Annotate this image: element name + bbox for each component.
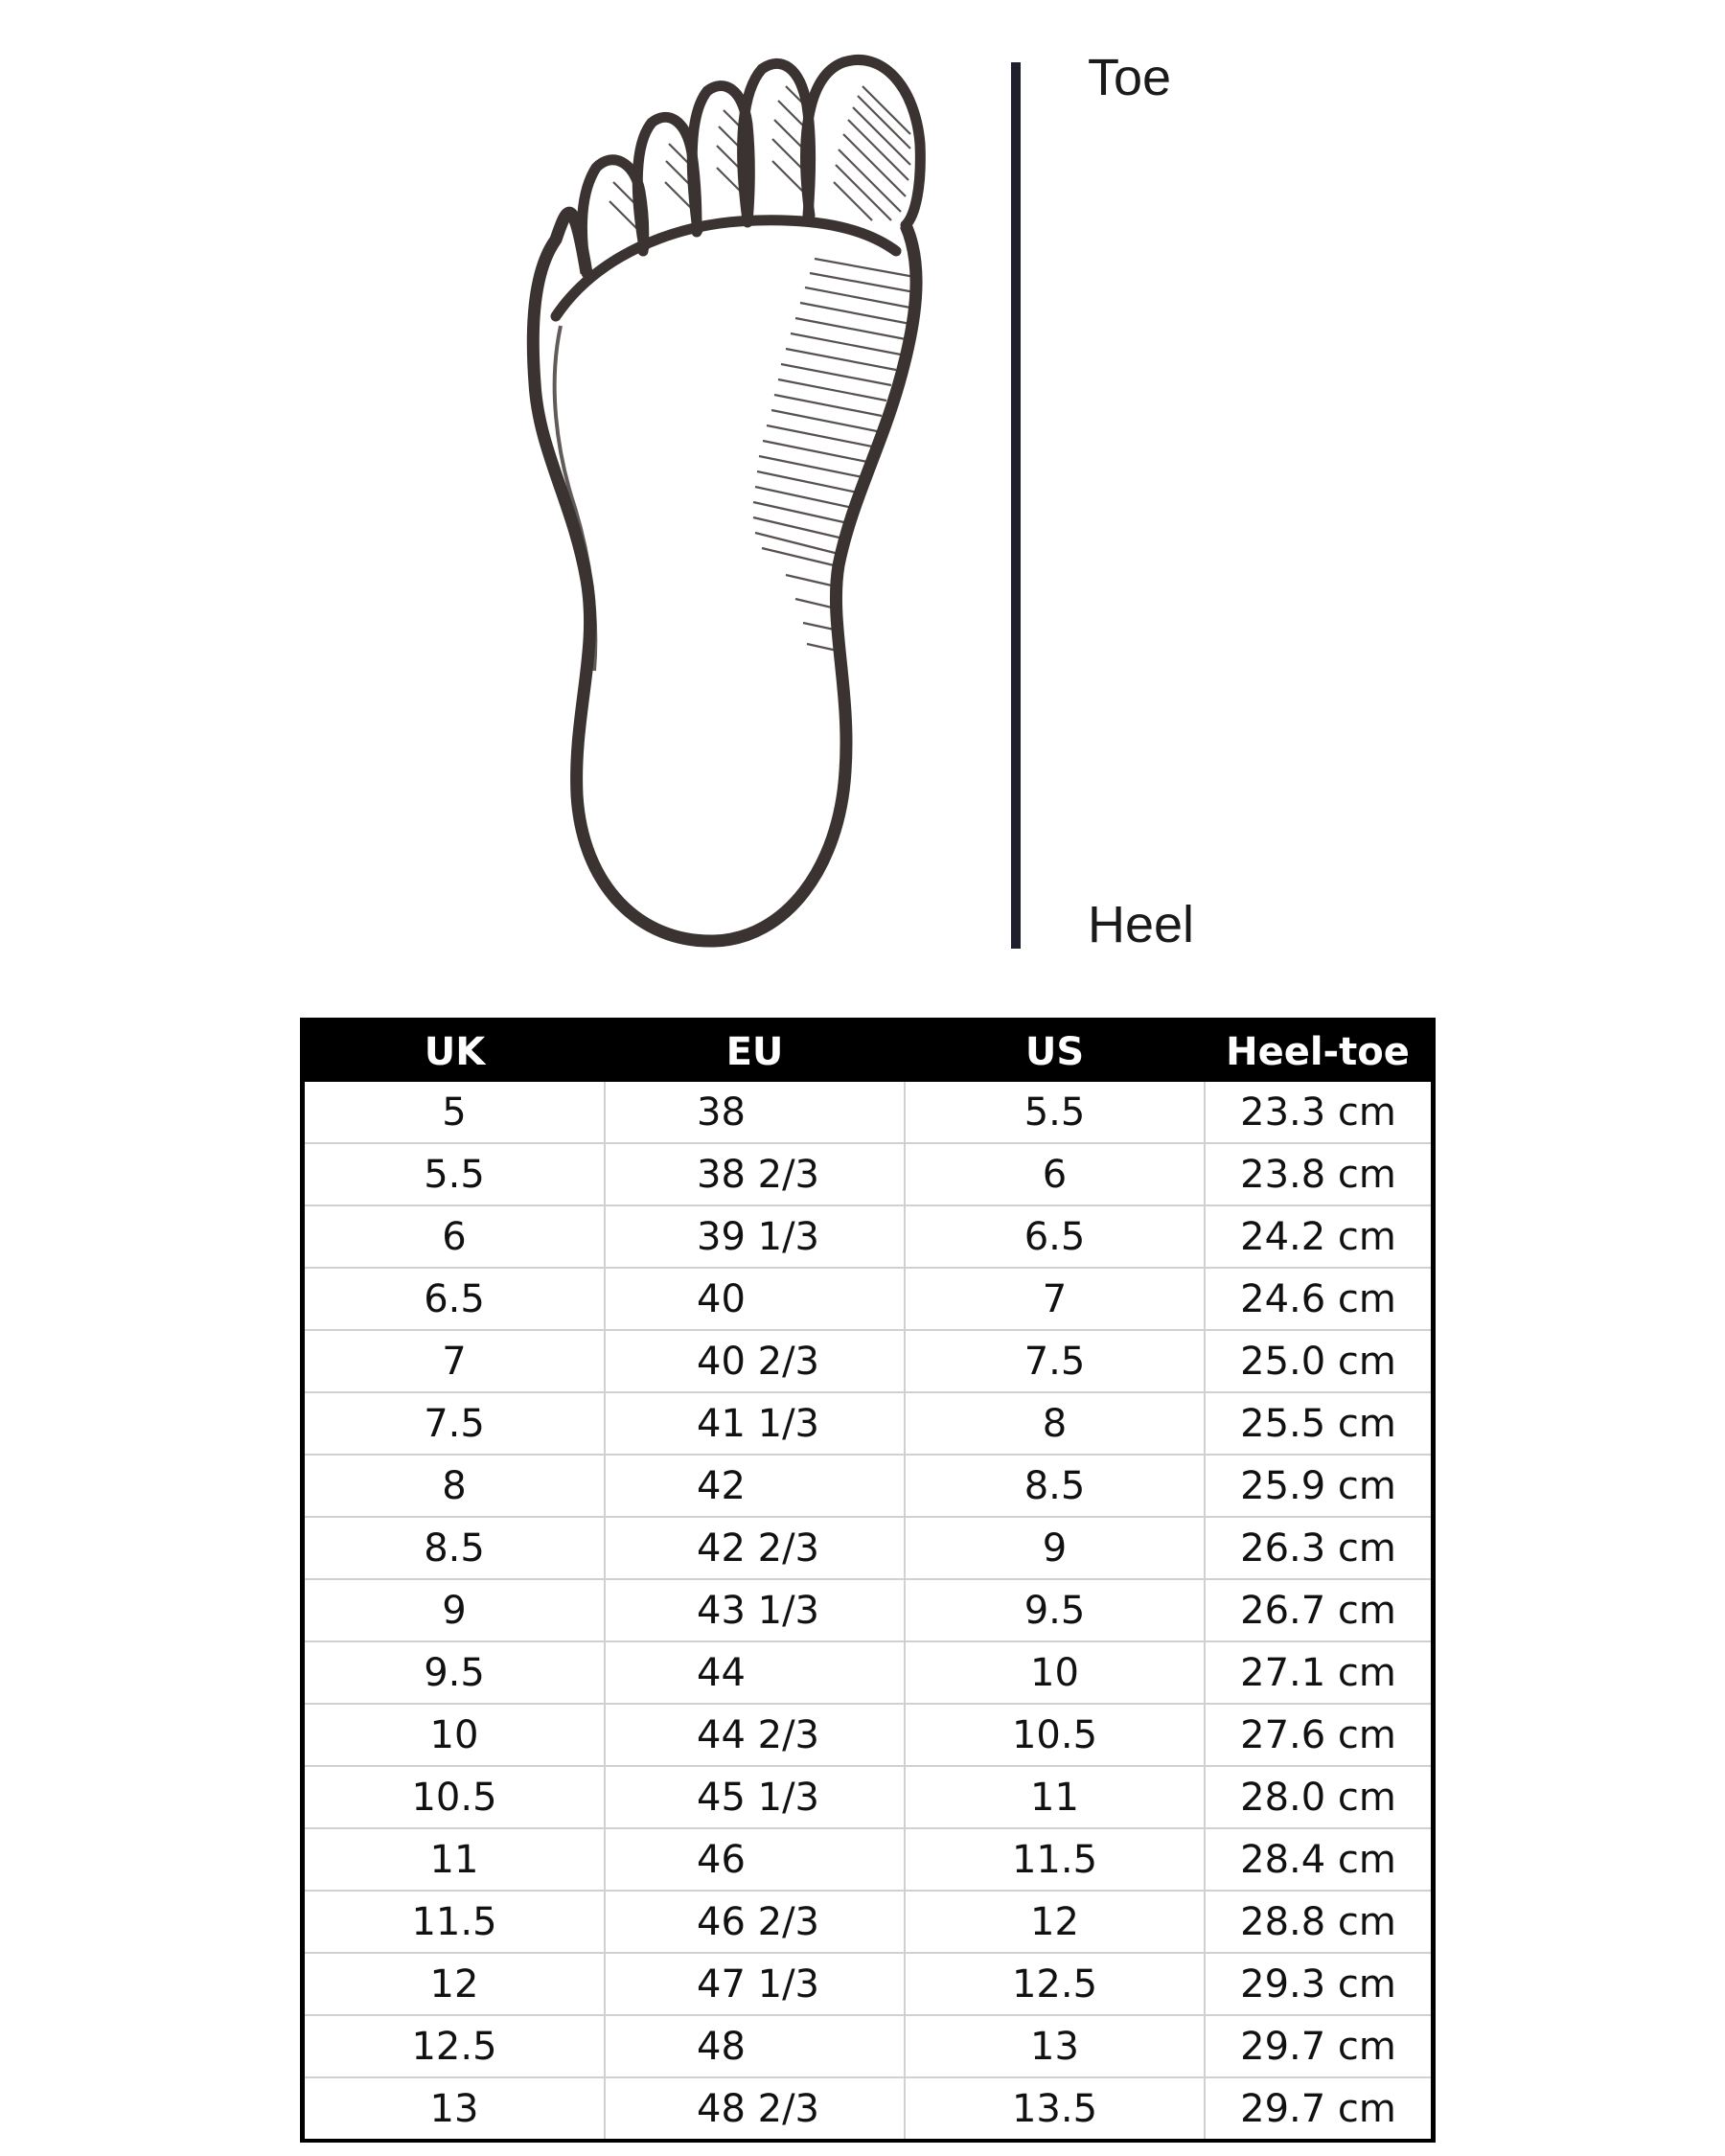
cell-us: 7 [905, 1268, 1205, 1330]
table-row [305, 1143, 1431, 1205]
cell-eu: 41 1/3 [605, 1392, 905, 1455]
cell-eu: 40 2/3 [605, 1330, 905, 1392]
cell-uk: 8 [305, 1455, 605, 1517]
cell-heel-toe: 25.9 cm [1205, 1455, 1431, 1517]
cell-uk: 8.5 [305, 1517, 605, 1579]
cell-heel-toe: 29.7 cm [1205, 2015, 1431, 2077]
cell-heel-toe: 23.8 cm [1205, 1143, 1431, 1205]
table-row [305, 1392, 1431, 1455]
table-row [305, 1704, 1431, 1766]
cell-heel-toe: 25.5 cm [1205, 1392, 1431, 1455]
cell-us: 9 [905, 1517, 1205, 1579]
cell-heel-toe: 26.7 cm [1205, 1579, 1431, 1641]
table-row [305, 1268, 1431, 1330]
cell-uk: 9.5 [305, 1641, 605, 1704]
cell-eu: 43 1/3 [605, 1579, 905, 1641]
cell-heel-toe: 27.6 cm [1205, 1704, 1431, 1766]
cell-eu: 44 2/3 [605, 1704, 905, 1766]
cell-heel-toe: 27.1 cm [1205, 1641, 1431, 1704]
size-chart [300, 1018, 1436, 2143]
cell-us: 6 [905, 1143, 1205, 1205]
table-body [305, 1082, 1431, 2139]
toe-label: Toe [1088, 49, 1172, 106]
table-row [305, 1517, 1431, 1579]
cell-eu: 42 [605, 1455, 905, 1517]
table-row [305, 2015, 1431, 2077]
table-row [305, 1330, 1431, 1392]
cell-uk: 10.5 [305, 1766, 605, 1828]
cell-uk: 5 [305, 1082, 605, 1143]
cell-us: 11 [905, 1766, 1205, 1828]
cell-us: 12.5 [905, 1953, 1205, 2015]
ball-line [556, 220, 896, 316]
cell-uk: 6 [305, 1205, 605, 1268]
cell-eu: 46 2/3 [605, 1891, 905, 1953]
cell-eu: 39 1/3 [605, 1205, 905, 1268]
header-us: US [905, 1022, 1205, 1082]
cell-uk: 10 [305, 1704, 605, 1766]
cell-uk: 5.5 [305, 1143, 605, 1205]
table-header-row [305, 1022, 1431, 1082]
header-uk: UK [305, 1022, 605, 1082]
cell-us: 8.5 [905, 1455, 1205, 1517]
cell-eu: 44 [605, 1641, 905, 1704]
cell-uk: 7.5 [305, 1392, 605, 1455]
cell-us: 7.5 [905, 1330, 1205, 1392]
foot-illustration [0, 0, 1725, 958]
size-table [305, 1022, 1431, 2139]
cell-eu: 46 [605, 1828, 905, 1891]
table-row [305, 1891, 1431, 1953]
foot-shading [610, 86, 910, 232]
cell-heel-toe: 23.3 cm [1240, 1089, 1396, 1135]
cell-heel-toe: 29.3 cm [1205, 1953, 1431, 2015]
cell-eu: 42 2/3 [605, 1517, 905, 1579]
table-row [305, 1205, 1431, 1268]
cell-uk: 7 [305, 1330, 605, 1392]
cell-us: 13 [905, 2015, 1205, 2077]
table-row [305, 1828, 1431, 1891]
header-heel-toe: Heel-toe [1205, 1022, 1431, 1082]
cell-uk: 9 [305, 1579, 605, 1641]
cell-uk: 12.5 [305, 2015, 605, 2077]
cell-eu: 48 2/3 [605, 2077, 905, 2139]
cell-heel-toe: 29.7 cm [1205, 2077, 1431, 2139]
cell-us: 10.5 [905, 1704, 1205, 1766]
cell-us: 8 [905, 1392, 1205, 1455]
heel-label: Heel [1088, 896, 1195, 953]
table-row [305, 1953, 1431, 2015]
cell-eu: 38 [605, 1082, 905, 1143]
cell-uk: 11.5 [305, 1891, 605, 1953]
cell-us: 10 [905, 1641, 1205, 1704]
cell-uk: 13 [305, 2077, 605, 2139]
cell-us: 6.5 [905, 1205, 1205, 1268]
table-row [305, 1641, 1431, 1704]
cell-us: 11.5 [905, 1828, 1205, 1891]
table-row [305, 1766, 1431, 1828]
cell-heel-toe: 28.4 cm [1205, 1828, 1431, 1891]
cell-eu: 40 [605, 1268, 905, 1330]
cell-uk: 12 [305, 1953, 605, 2015]
table-row [305, 1082, 1431, 1143]
cell-us: 13.5 [905, 2077, 1205, 2139]
cell-eu: 38 2/3 [605, 1143, 905, 1205]
table-row [305, 2077, 1431, 2139]
cell-us: 5.5 [905, 1082, 1205, 1143]
cell-heel-toe: 24.6 cm [1205, 1268, 1431, 1330]
cell-uk: 6.5 [305, 1268, 605, 1330]
cell-heel-toe: 25.0 cm [1205, 1330, 1431, 1392]
cell-eu: 47 1/3 [605, 1953, 905, 2015]
cell-uk: 11 [305, 1828, 605, 1891]
cell-heel-toe: 26.3 cm [1205, 1517, 1431, 1579]
table-row [305, 1455, 1431, 1517]
cell-eu: 45 1/3 [605, 1766, 905, 1828]
cell-heel-toe: 28.8 cm [1205, 1891, 1431, 1953]
cell-eu: 48 [605, 2015, 905, 2077]
header-eu: EU [605, 1022, 905, 1082]
cell-heel-toe: 28.0 cm [1205, 1766, 1431, 1828]
table-row [305, 1579, 1431, 1641]
cell-heel-toe: 24.2 cm [1205, 1205, 1431, 1268]
cell-us: 9.5 [905, 1579, 1205, 1641]
cell-us: 12 [905, 1891, 1205, 1953]
